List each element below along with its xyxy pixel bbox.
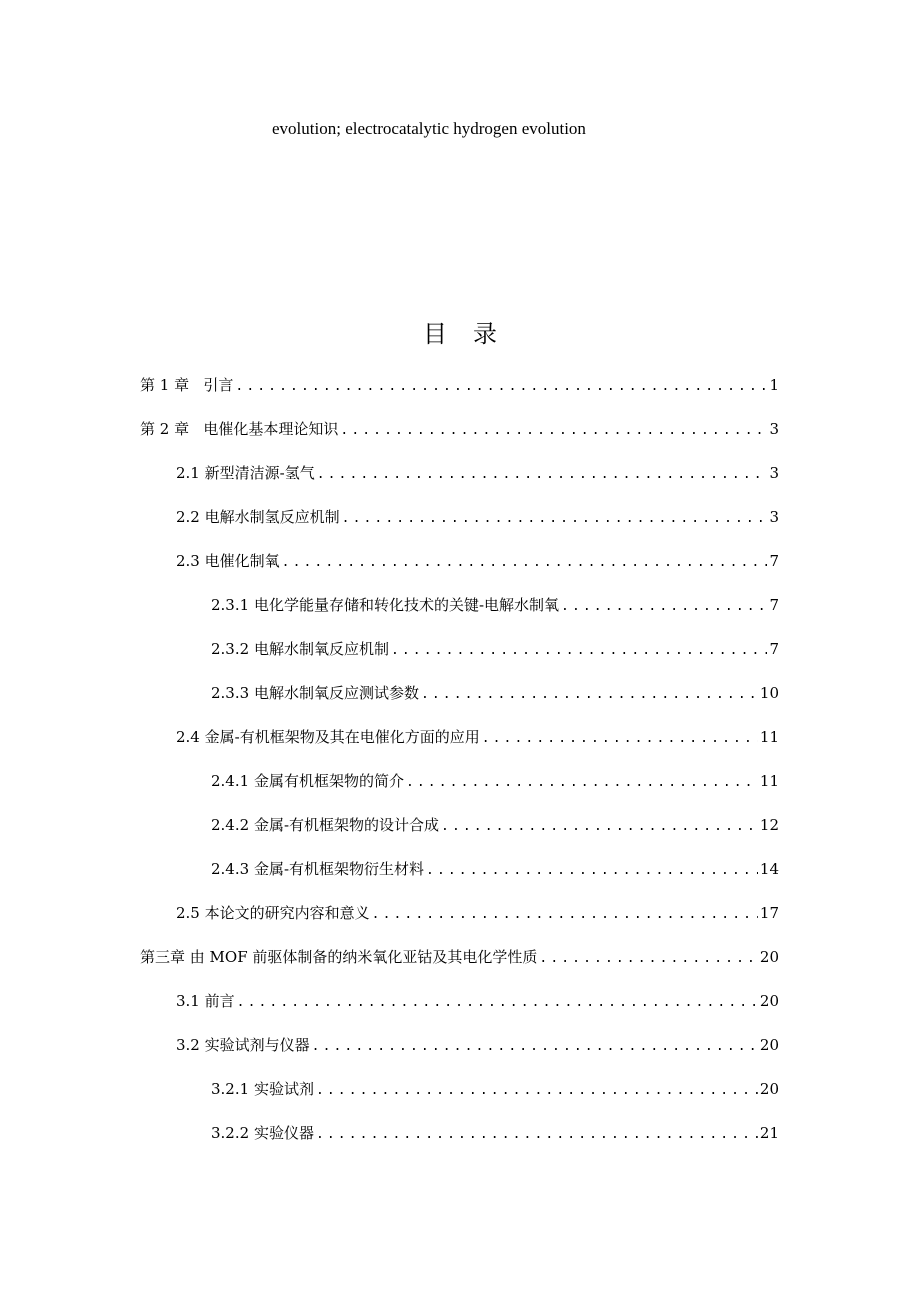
toc-entry-page-number: 11 xyxy=(759,772,779,790)
toc-entry[interactable] xyxy=(211,810,779,840)
toc-entry[interactable] xyxy=(211,1074,779,1104)
toc-entry-page-number: 20 xyxy=(759,992,779,1010)
toc-entry-page-number: 12 xyxy=(759,816,779,834)
toc-dot-leader xyxy=(482,724,758,754)
toc-entry-page-number: 14 xyxy=(759,860,779,878)
toc-entry-number: 2.4 xyxy=(176,728,205,746)
toc-entry-label: 实验试剂 xyxy=(253,1080,314,1098)
toc-title: 目录 xyxy=(423,320,523,348)
toc-entry[interactable] xyxy=(140,370,779,400)
toc-dot-leader xyxy=(316,1076,758,1106)
toc-entry-label: 引言 xyxy=(203,376,234,394)
toc-entry-label: 实验仪器 xyxy=(253,1124,314,1142)
toc-dot-leader xyxy=(342,504,768,534)
toc-dot-leader xyxy=(316,1120,758,1150)
toc-entry-page-number: 20 xyxy=(759,948,779,966)
toc-entry[interactable] xyxy=(176,986,779,1016)
toc-dot-leader xyxy=(441,812,758,842)
toc-entry-page-number: 3 xyxy=(769,464,779,482)
toc-dot-leader xyxy=(237,988,758,1018)
toc-entry[interactable] xyxy=(176,722,779,752)
toc-dot-leader xyxy=(406,768,758,798)
toc-dot-leader xyxy=(391,636,768,666)
toc-entry-label: 金属-有机框架物的设计合成 xyxy=(253,816,440,834)
toc-entry-page-number: 1 xyxy=(769,376,779,394)
toc-dot-leader xyxy=(312,1032,758,1062)
toc-entry-number: 第 1 章 xyxy=(140,376,204,394)
toc-entry-page-number: 20 xyxy=(759,1080,779,1098)
toc-entry-number: 第 2 章 xyxy=(140,420,204,438)
toc-dot-leader xyxy=(317,460,768,490)
toc-entry-label: 前言 xyxy=(204,992,235,1010)
toc-entry-number: 2.1 xyxy=(176,464,205,482)
toc-entry[interactable] xyxy=(176,458,779,488)
toc-dot-leader xyxy=(282,548,768,578)
toc-entry-number: 3.1 xyxy=(176,992,205,1010)
abstract-keywords-continuation: evolution; electrocatalytic hydrogen evolution xyxy=(272,119,586,138)
toc-entry-label: 电催化基本理论知识 xyxy=(203,420,339,438)
toc-entry-number: 3.2.1 xyxy=(211,1080,254,1098)
toc-entry-number: 3.2.2 xyxy=(211,1124,254,1142)
toc-dot-leader xyxy=(426,856,758,886)
toc-entry[interactable] xyxy=(211,634,779,664)
toc-entry-label: 金属-有机框架物衍生材料 xyxy=(253,860,425,878)
toc-entry-number: 2.2 xyxy=(176,508,205,526)
toc-entry-page-number: 7 xyxy=(769,552,779,570)
toc-entry-label: 金属-有机框架物及其在电催化方面的应用 xyxy=(204,728,480,746)
toc-dot-leader xyxy=(372,900,758,930)
toc-entry-page-number: 7 xyxy=(769,640,779,658)
toc-entry-label: 电催化制氧 xyxy=(204,552,280,570)
toc-entry-label: 新型清洁源-氢气 xyxy=(204,464,315,482)
toc-entry-page-number: 7 xyxy=(769,596,779,614)
toc-entry-label: 电化学能量存储和转化技术的关键-电解水制氧 xyxy=(253,596,560,614)
toc-entry-number: 2.5 xyxy=(176,904,205,922)
toc-entry-label: 金属有机框架物的简介 xyxy=(253,772,404,790)
toc-entry-page-number: 11 xyxy=(759,728,779,746)
toc-entry-label: 电解水制氧反应测试参数 xyxy=(253,684,419,702)
toc-entry[interactable] xyxy=(211,590,779,620)
toc-entry-number: 3.2 xyxy=(176,1036,205,1054)
toc-entry-page-number: 3 xyxy=(769,420,779,438)
toc-entry-label: 电解水制氧反应机制 xyxy=(253,640,389,658)
toc-entry-label: 本论文的研究内容和意义 xyxy=(204,904,370,922)
toc-entry[interactable] xyxy=(176,1030,779,1060)
toc-entry-number: 第三章 xyxy=(140,948,190,966)
toc-entry[interactable] xyxy=(211,766,779,796)
toc-entry[interactable] xyxy=(211,854,779,884)
toc-entry-page-number: 17 xyxy=(759,904,779,922)
toc-entry-number: 2.3.2 xyxy=(211,640,254,658)
toc-entry-label: 由 MOF 前驱体制备的纳米氧化亚钴及其电化学性质 xyxy=(189,948,538,966)
toc-entry-number: 2.3.1 xyxy=(211,596,254,614)
toc-entry-page-number: 3 xyxy=(769,508,779,526)
toc-entry-page-number: 10 xyxy=(759,684,779,702)
toc-entry-number: 2.3.3 xyxy=(211,684,254,702)
toc-dot-leader xyxy=(539,944,758,974)
toc-entry[interactable] xyxy=(176,898,779,928)
toc-entry[interactable] xyxy=(211,1118,779,1148)
toc-dot-leader xyxy=(561,592,767,622)
toc-entry[interactable] xyxy=(140,414,779,444)
toc-entry-number: 2.3 xyxy=(176,552,205,570)
toc-entry-label: 电解水制氢反应机制 xyxy=(204,508,340,526)
toc-entry-number: 2.4.2 xyxy=(211,816,254,834)
toc-entry-page-number: 20 xyxy=(759,1036,779,1054)
toc-entry[interactable] xyxy=(211,678,779,708)
toc-entry[interactable] xyxy=(140,942,779,972)
toc-entry[interactable] xyxy=(176,546,779,576)
toc-dot-leader xyxy=(235,372,767,402)
toc-entry-label: 实验试剂与仪器 xyxy=(204,1036,310,1054)
toc-entry-page-number: 21 xyxy=(759,1124,779,1142)
toc-dot-leader xyxy=(340,416,767,446)
toc-entry[interactable] xyxy=(176,502,779,532)
toc-dot-leader xyxy=(421,680,758,710)
toc-entry-number: 2.4.3 xyxy=(211,860,254,878)
toc-entry-number: 2.4.1 xyxy=(211,772,254,790)
